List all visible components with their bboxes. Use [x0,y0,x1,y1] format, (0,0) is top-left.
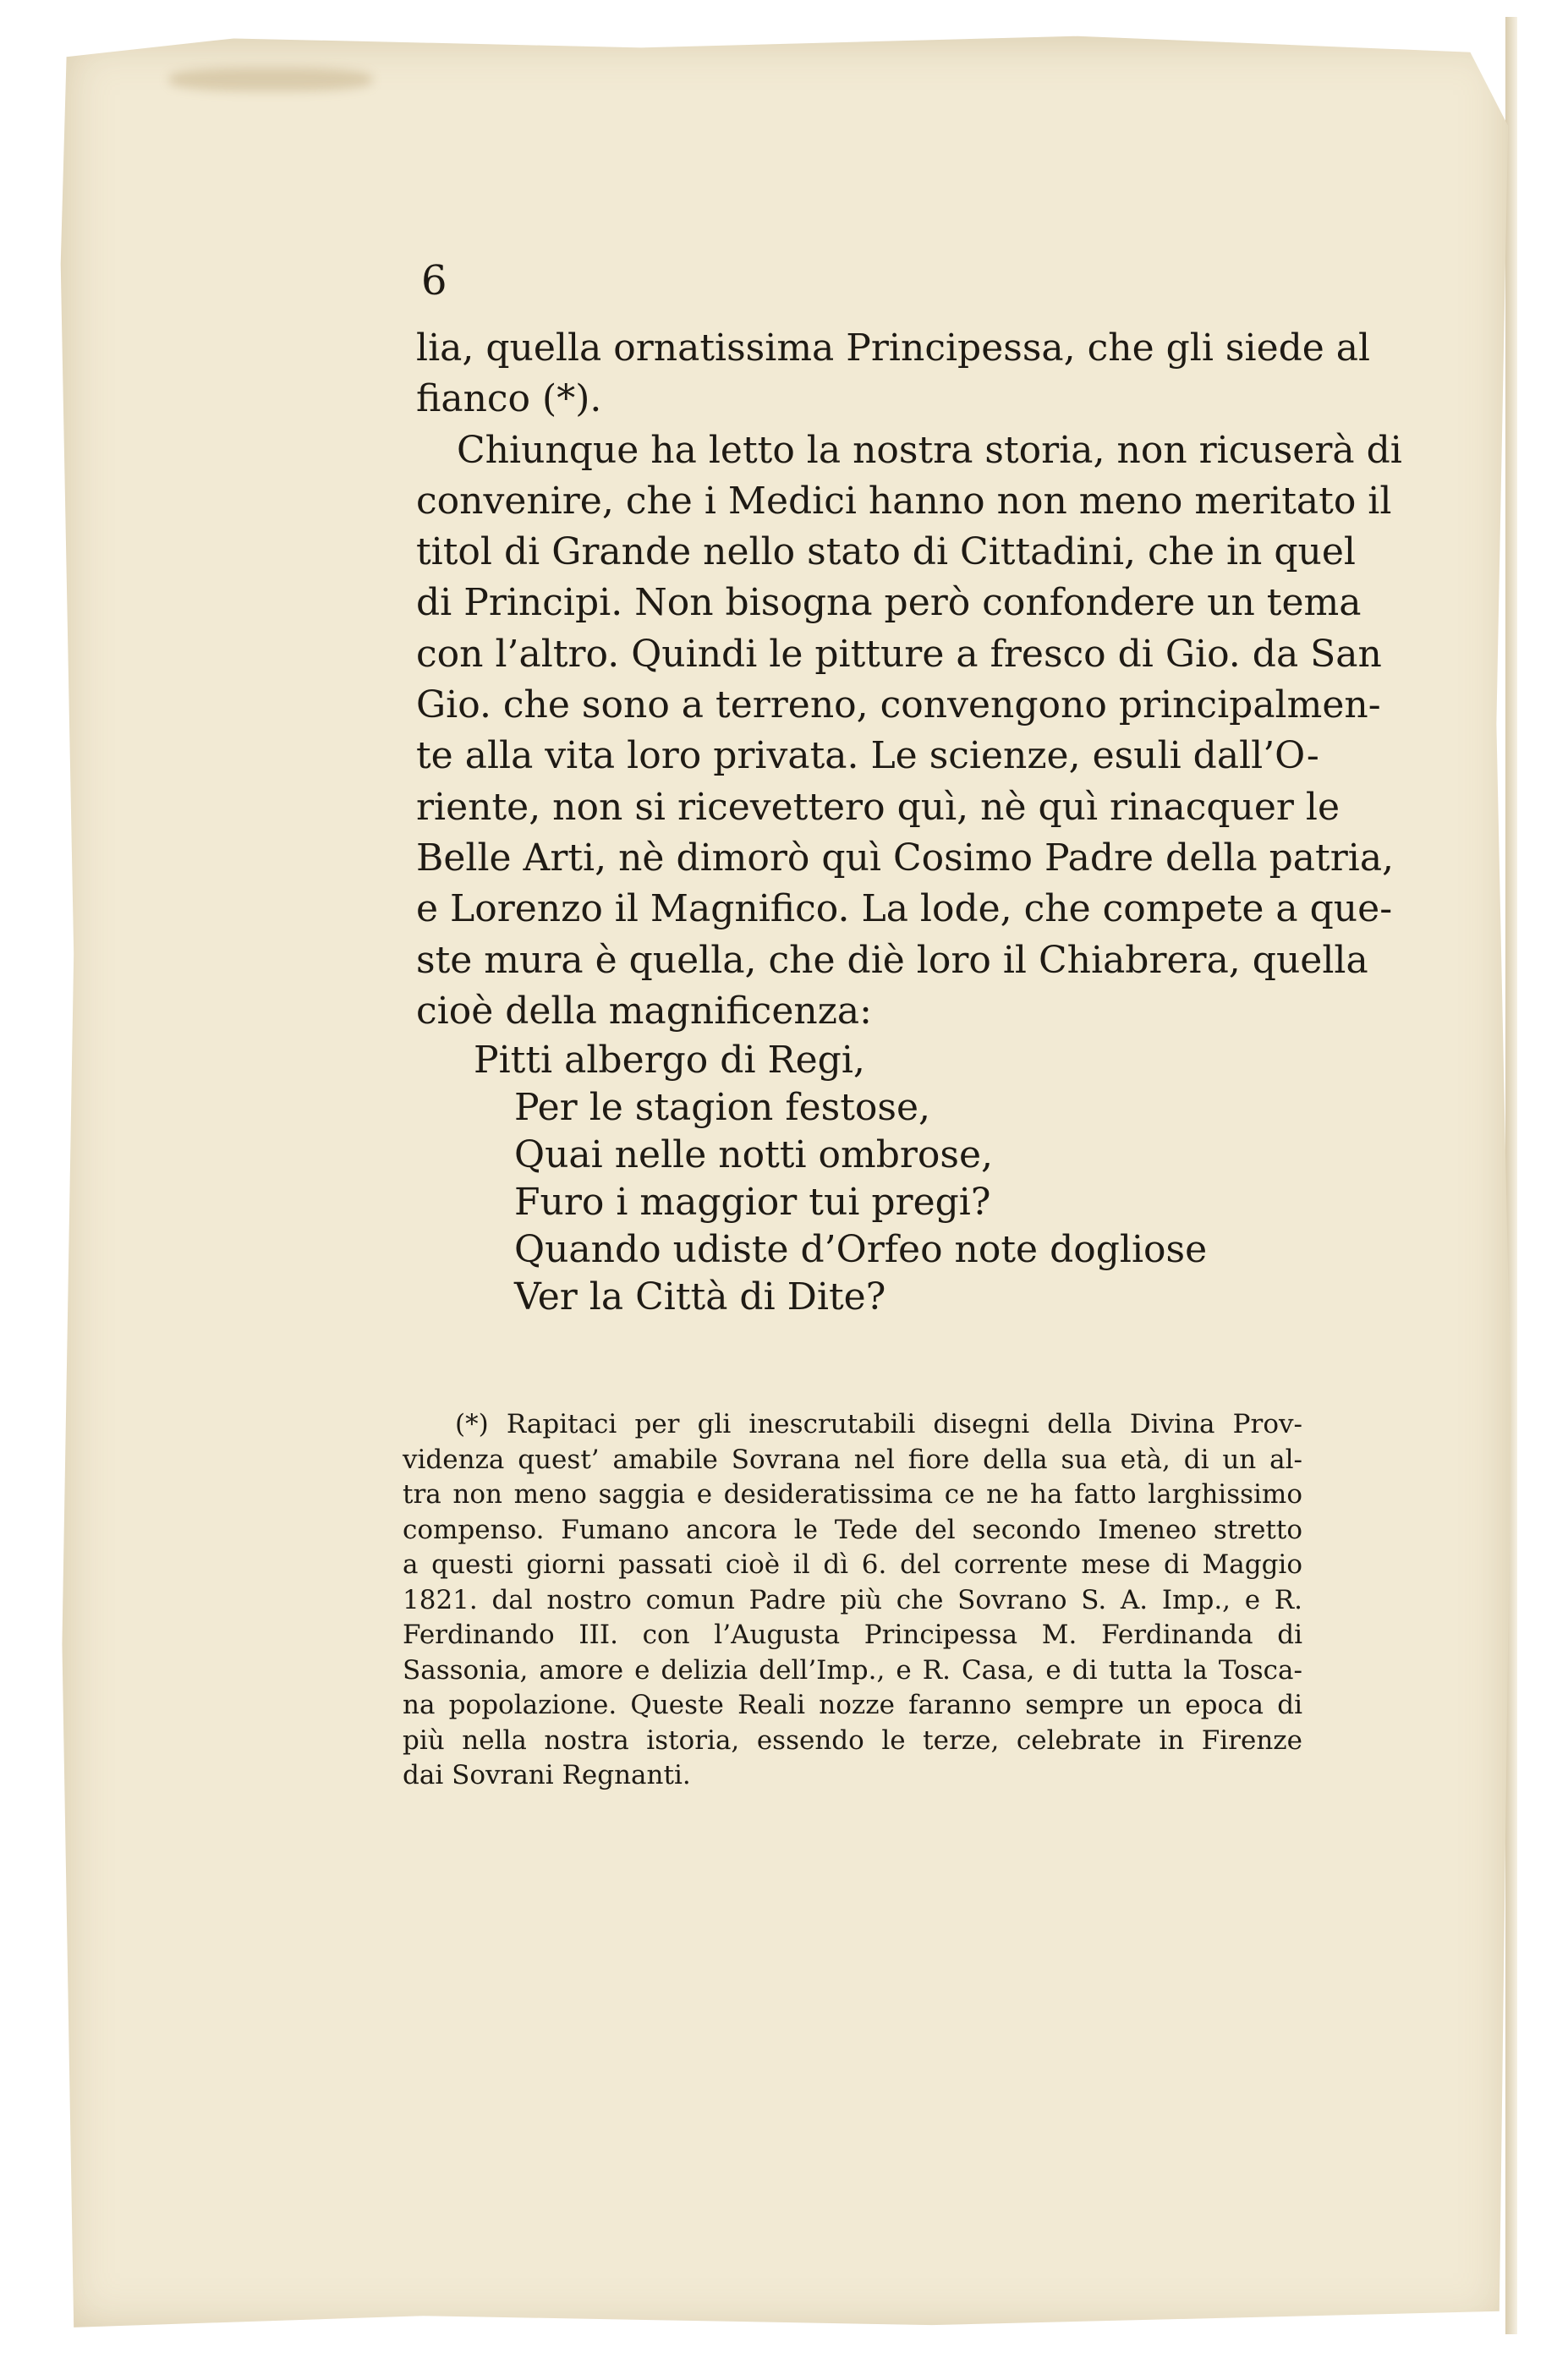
footnote-line: dai Sovrani Regnanti. [403,1760,691,1790]
footnote-line: più nella nostra istoria, essendo le terze, celebrate in Firenze [403,1724,1302,1756]
body-line: titol di Grande nello stato di Cittadini, che in quel [416,530,1356,574]
body-line: riente, non si ricevettero quì, nè quì rinacquer le [416,785,1340,829]
paper-stain [169,68,372,91]
verse-quotation [474,1037,1207,1321]
body-line: di Principi. Non bisogna però confondere un tema [416,581,1362,625]
verse-line: Quai nelle notti ombrose, [514,1133,994,1176]
verse-line: Per le stagion festose, [514,1086,931,1129]
body-line: cioè della magnificenza: [416,989,872,1033]
verse-line: Pitti albergo di Regi, [474,1039,865,1082]
body-line: lia, quella ornatissima Principessa, che gli siede al [416,326,1371,370]
footnote-line: tra non meno saggia e desideratissima ce ne ha fatto larghissimo [403,1479,1302,1510]
body-text [416,323,1402,1037]
verse-line: Furo i maggior tui pregi? [514,1181,991,1224]
footnote-line: Sassonia, amore e delizia dell’Imp., e R. Casa, e di tutta la Tosca- [403,1654,1302,1686]
page-number: 6 [421,257,447,304]
footnote-line: na popolazione. Queste Reali nozze faranno sempre un epoca di [403,1690,1302,1720]
body-line: Belle Arti, nè dimorò quì Cosimo Padre della patria, [416,836,1395,880]
footnote-line: 1821. dal nostro comun Padre più che Sovrano S. A. Imp., e R. [403,1584,1302,1615]
footnote-line: Ferdinando III. con l’Augusta Principessa M. Ferdinanda di [403,1620,1302,1650]
body-line: Gio. che sono a terreno, convengono principalmen- [416,683,1381,727]
body-line: Chiunque ha letto la nostra storia, non ricuserà di [457,428,1402,472]
footnote-line: compenso. Fumano ancora le Tede del secondo Imeneo stretto [403,1514,1302,1545]
footnote [403,1407,1302,1794]
body-line: fianco (*). [416,377,602,421]
body-line: con l’altro. Quindi le pitture a fresco di Gio. da San [416,632,1382,676]
verse-line: Ver la Città di Dite? [514,1275,886,1319]
footnote-line: videnza quest’ amabile Sovrana nel fiore della sua età, di un al- [403,1444,1302,1475]
body-line: e Lorenzo il Magnifico. La lode, che compete a que- [416,887,1393,931]
footnote-line: (*) Rapitaci per gli inescrutabili disegni della Divina Prov- [455,1409,1302,1439]
footnote-line: a questi giorni passati cioè il dì 6. del corrente mese di Maggio [403,1549,1302,1580]
body-line: ste mura è quella, che diè loro il Chiabrera, quella [416,938,1368,982]
body-line: te alla vita loro privata. Le scienze, esuli dall’O- [416,734,1319,778]
page-spine-edge [1505,17,1517,2334]
body-line: convenire, che i Medici hanno non meno meritato il [416,479,1392,523]
verse-line: Quando udiste d’Orfeo note dogliose [514,1228,1208,1271]
